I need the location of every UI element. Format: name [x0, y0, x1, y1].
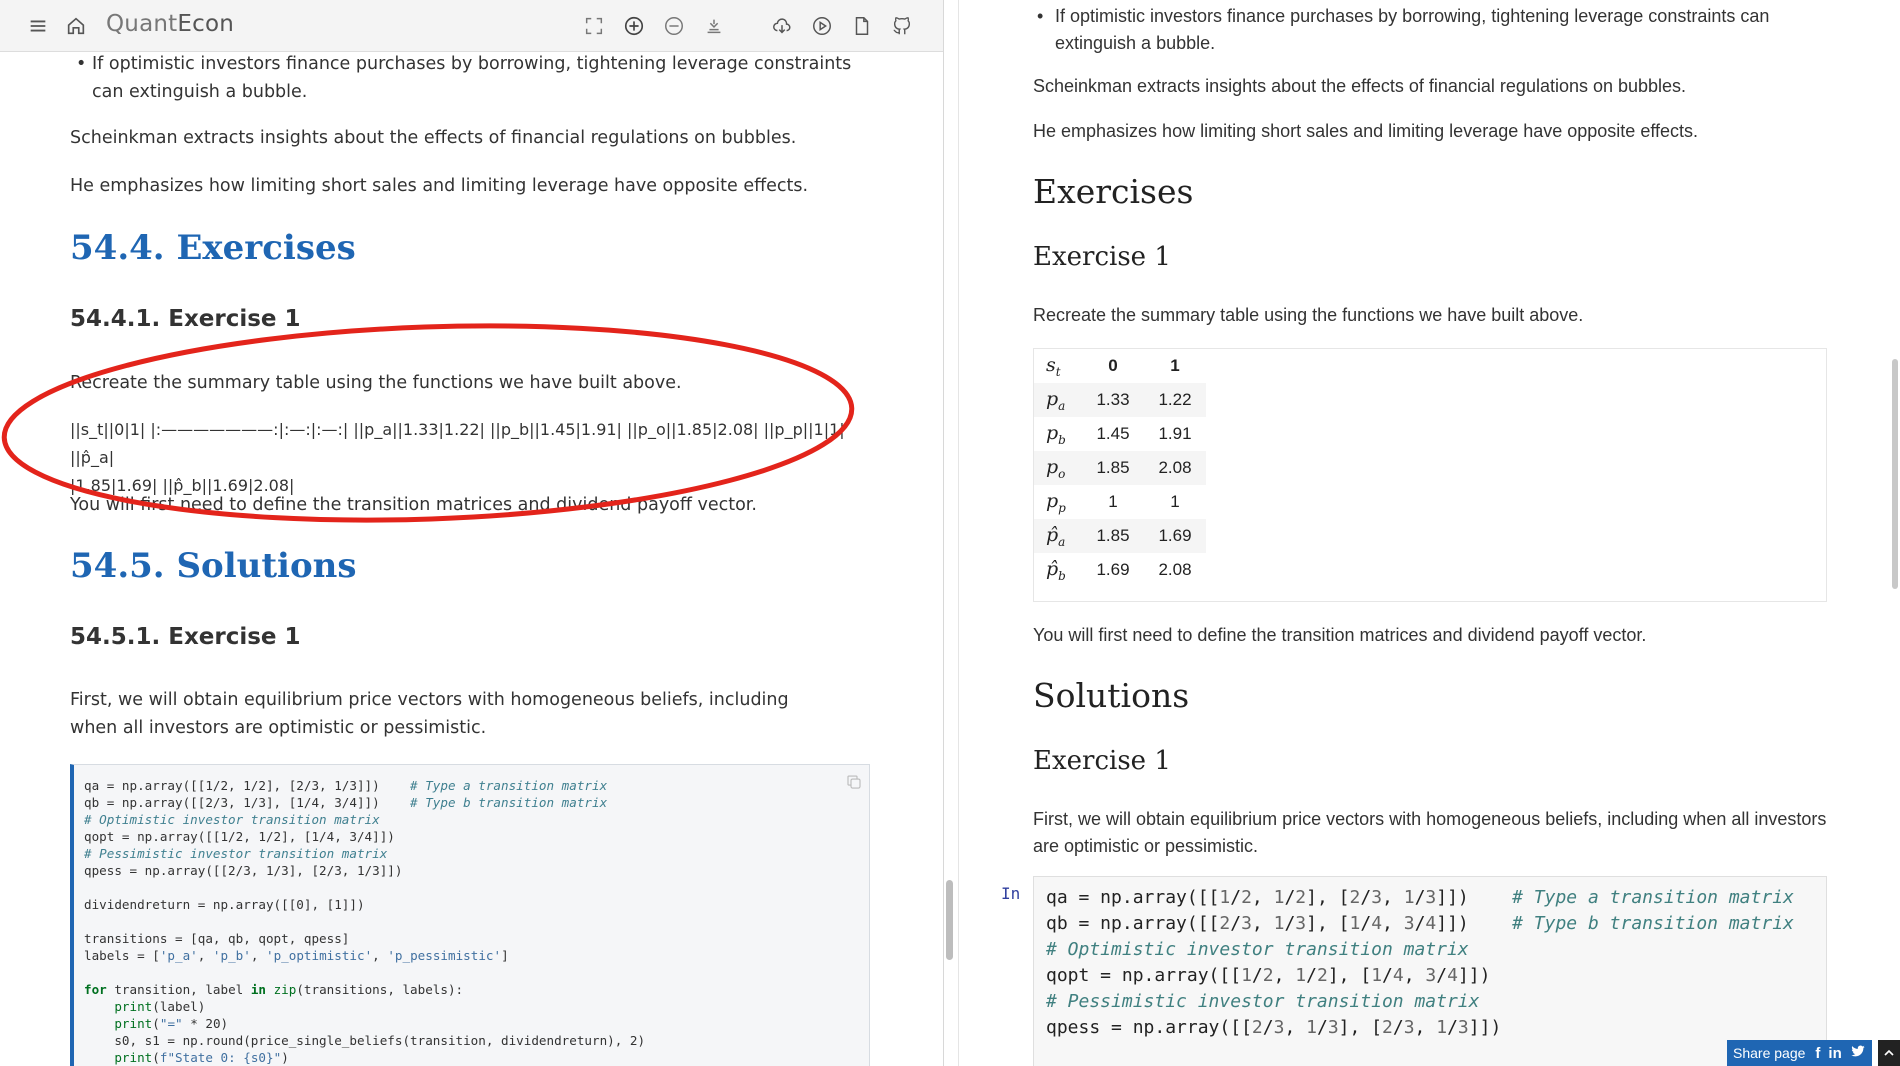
left-pane	[0, 0, 944, 1066]
twitter-icon[interactable]	[1850, 1043, 1866, 1063]
pdf-icon[interactable]	[850, 14, 874, 38]
top-toolbar	[0, 0, 944, 52]
table-cell: 1.45	[1096, 424, 1130, 443]
table-cell: 1.69	[1096, 560, 1130, 579]
right-pane	[958, 0, 1900, 1066]
table-cell: 1.91	[1158, 424, 1192, 443]
subsection-heading-solution-exercise-1[interactable]: 54.5.1. Exercise 1	[70, 624, 301, 650]
table-cell: 1.85	[1096, 458, 1130, 477]
paragraph: He emphasizes how limiting short sales and limiting leverage have opposite effects.	[70, 176, 809, 196]
heading-exercise-1: Exercise 1	[1033, 242, 1171, 272]
row-label: $p̂_b$	[1046, 557, 1066, 583]
download-icon[interactable]	[770, 14, 794, 38]
launch-notebook-icon[interactable]	[810, 14, 834, 38]
bullet-item: • If optimistic investors finance purchases by borrowing, tightening leverage constraints can extinguish a bubble.	[1055, 3, 1845, 57]
share-page-bar[interactable]	[1727, 1040, 1872, 1066]
table-row	[1034, 485, 1206, 519]
table-row	[1034, 519, 1206, 553]
table-cell: 1	[1170, 492, 1180, 511]
table-row	[1034, 417, 1206, 451]
linkedin-icon[interactable]: in	[1828, 1044, 1842, 1062]
paragraph: Scheinkman extracts insights about the effects of financial regulations on bubbles.	[1033, 76, 1687, 96]
row-label: $p_p$	[1046, 489, 1066, 515]
row-label: $p̂_a$	[1046, 523, 1066, 549]
table-scrollbar[interactable]	[1892, 359, 1898, 589]
theme-toggle-icon[interactable]	[702, 14, 726, 38]
github-icon[interactable]	[890, 14, 914, 38]
table-cell: 1.33	[1096, 390, 1130, 409]
zoom-in-icon[interactable]	[622, 14, 646, 38]
bullet-item: • If optimistic investors finance purchases by borrowing, tightening leverage constraints can extinguish a bubble.	[92, 50, 882, 106]
paragraph: Scheinkman extracts insights about the effects of financial regulations on bubbles.	[70, 128, 797, 148]
code-text: qa = np.array([[1/2, 1/2], [2/3, 1/3]]) # Type a transition matrix qb = np.array([[2/3, 1/3], [1/4, 3/4]]) # Type b transition matrix # Optimistic investor transition matrix qopt = np.array([[1/2, 1/2], [1/4, 3/4]]) # Pessimistic investor transition matrix qpess = np.array([[2/3, 1/3], [2/3, 1/3]])	[1046, 887, 1794, 1038]
paragraph: You will first need to define the transition matrices and dividend payoff vector.	[70, 495, 757, 515]
table-cell: 1.22	[1158, 390, 1192, 409]
table-cell: 1	[1108, 492, 1118, 511]
fullscreen-icon[interactable]	[582, 14, 606, 38]
scroll-to-top-icon[interactable]	[1878, 1040, 1900, 1066]
heading-solutions: Solutions	[1033, 676, 1190, 715]
header-cell: 1	[1170, 356, 1180, 375]
paragraph: Recreate the summary table using the functions we have built above.	[1033, 305, 1584, 325]
bullet-marker: •	[76, 54, 87, 74]
brand-logo[interactable]: QuantEcon	[106, 11, 235, 37]
cell-input-prompt: In	[1001, 884, 1021, 903]
table-header-row	[1034, 349, 1206, 383]
table-cell: 1.69	[1158, 526, 1192, 545]
summary-table	[1034, 349, 1206, 587]
bullet-marker: •	[1037, 6, 1044, 26]
heading-exercises: Exercises	[1033, 172, 1194, 211]
table-cell: 2.08	[1158, 560, 1192, 579]
subsection-heading-exercise-1[interactable]: 54.4.1. Exercise 1	[70, 306, 301, 332]
notebook-code-cell[interactable]	[1033, 876, 1827, 1066]
paragraph: You will first need to define the transition matrices and dividend payoff vector.	[1033, 625, 1647, 645]
table-cell: 2.08	[1158, 458, 1192, 477]
table-cell: 1.85	[1096, 526, 1130, 545]
copy-icon[interactable]	[845, 773, 863, 791]
heading-solution-exercise-1: Exercise 1	[1033, 746, 1171, 776]
zoom-out-icon[interactable]	[662, 14, 686, 38]
paragraph: Recreate the summary table using the functions we have built above.	[70, 373, 682, 393]
header-cell: 0	[1108, 356, 1118, 375]
code-block[interactable]	[70, 764, 870, 1066]
facebook-icon[interactable]: f	[1815, 1044, 1821, 1062]
paragraph: He emphasizes how limiting short sales and limiting leverage have opposite effects.	[1033, 121, 1699, 141]
row-label: $p_b$	[1046, 421, 1066, 447]
header-label: $s_t$	[1046, 353, 1061, 379]
table-row	[1034, 553, 1206, 587]
left-scrollbar[interactable]	[946, 880, 953, 960]
paragraph: First, we will obtain equilibrium price vectors with homogeneous beliefs, including when all investors are optimistic or pessimistic.	[70, 690, 789, 738]
code-text: qa = np.array([[1/2, 1/2], [2/3, 1/3]]) # Type a transition matrix qb = np.array([[2/3, 1/3], [1/4, 3/4]]) # Type b transition matrix # Optimistic investor transition matrix qopt = np.array([[1/2, 1/2], [1/4, 3/4]]) # Pessimistic investor transition matrix qpess = np.array([[2/3, 1/3], [2/3, 1/3]]) dividendreturn = np.array([[0], [1]]) transitions = [qa, qb, qopt, qpess] labels = ['p_a', 'p_b', 'p_optimistic', 'p_pessimistic'] for transition, label in zip(transitions, labels): print(label) print("=" * 20) s0, s1 = np.round(price_single_beliefs(transition, dividendreturn), 2) print(f"State 0: {s0}")	[84, 778, 646, 1065]
share-label: Share page	[1733, 1045, 1806, 1061]
row-label: $p_a$	[1046, 387, 1066, 413]
paragraph: First, we will obtain equilibrium price vectors with homogeneous beliefs, including when all investors are optimistic or pessimistic.	[1033, 809, 1827, 856]
section-heading-exercises[interactable]: 54.4. Exercises	[70, 228, 356, 268]
summary-table-container	[1033, 348, 1827, 602]
home-icon[interactable]	[64, 14, 88, 38]
menu-icon[interactable]	[26, 14, 50, 38]
raw-table-text: ||s_t||0|1| |:———————:|:—:|:—:| ||p_a||1.33|1.22| ||p_b||1.45|1.91| ||p_o||1.85|2.08| ||p_p||1|1| ||p̂_a| |1.85|1.69| ||p̂_b||1.69|2.08|	[70, 420, 845, 495]
row-label: $p_o$	[1046, 455, 1066, 481]
section-heading-solutions[interactable]: 54.5. Solutions	[70, 546, 357, 586]
table-row	[1034, 383, 1206, 417]
table-row	[1034, 451, 1206, 485]
